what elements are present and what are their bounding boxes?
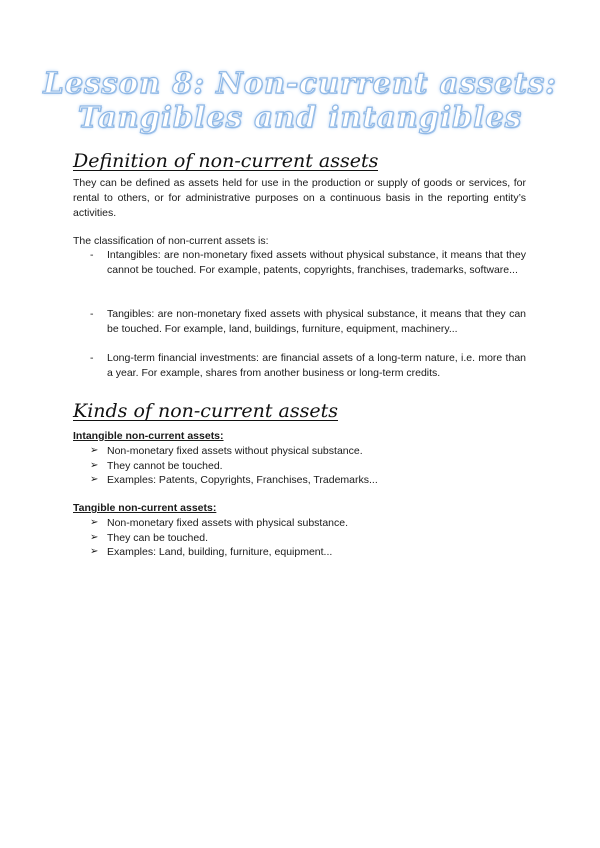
arrow-bullet-icon: ➢ <box>90 445 99 456</box>
tangible-list <box>90 516 348 560</box>
classification-item-financial-investments <box>90 351 526 381</box>
lesson-title-line-2: Tangibles and intangibles <box>77 100 523 134</box>
list-item: ➢ They cannot be touched. <box>90 459 223 472</box>
lesson-title-line-1: Lesson 8: Non-current assets: <box>43 66 557 100</box>
arrow-bullet-icon: ➢ <box>90 517 99 528</box>
classification-intro: The classification of non-current assets is: <box>73 235 269 247</box>
arrow-bullet-icon: ➢ <box>90 531 99 543</box>
arrow-bullet-icon: ➢ <box>90 546 99 557</box>
definition-heading: Definition of non-current assets <box>73 150 379 172</box>
list-item: ➢ Non-monetary fixed assets with physical substance. <box>90 517 349 529</box>
list-item: ➢ They can be touched. <box>90 531 208 544</box>
list-item: ➢ Non-monetary fixed assets without physical substance. <box>90 445 363 457</box>
dash-bullet: - <box>90 308 94 320</box>
classification-item-tangibles <box>90 307 526 337</box>
dash-bullet: - <box>90 249 94 261</box>
classification-item-text: Tangibles: are non-monetary fixed assets with physical substance, it means that they can be touched. For example, land, buildings, furniture, equipment, machinery... <box>107 308 526 335</box>
tangible-subheading: Tangible non-current assets: <box>73 502 217 514</box>
arrow-bullet-icon: ➢ <box>90 459 99 471</box>
classification-item-text: Long-term financial investments: are financial assets of a long-term nature, i.e. more than a year. For example, shares from another business or long-term credits. <box>107 352 526 379</box>
classification-item-text: Intangibles: are non-monetary fixed assets without physical substance, it means that they cannot be touched. For example, patents, copyrights, franchises, trademarks, software... <box>107 249 526 276</box>
list-item: ➢ Examples: Patents, Copyrights, Franchises, Trademarks... <box>90 474 378 486</box>
arrow-bullet-icon: ➢ <box>90 474 99 485</box>
classification-item-intangibles <box>90 248 526 278</box>
kinds-heading: Kinds of non-current assets <box>73 400 338 422</box>
definition-paragraph: They can be defined as assets held for use in the production or supply of goods or services, for rental to others, or for administrative purposes on a continuous basis in the reporting entity’s activities. <box>73 177 526 219</box>
dash-bullet: - <box>90 352 94 364</box>
intangible-list <box>90 444 378 488</box>
intangible-subheading: Intangible non-current assets: <box>73 430 224 442</box>
list-item: ➢ Examples: Land, building, furniture, equipment... <box>90 546 333 558</box>
